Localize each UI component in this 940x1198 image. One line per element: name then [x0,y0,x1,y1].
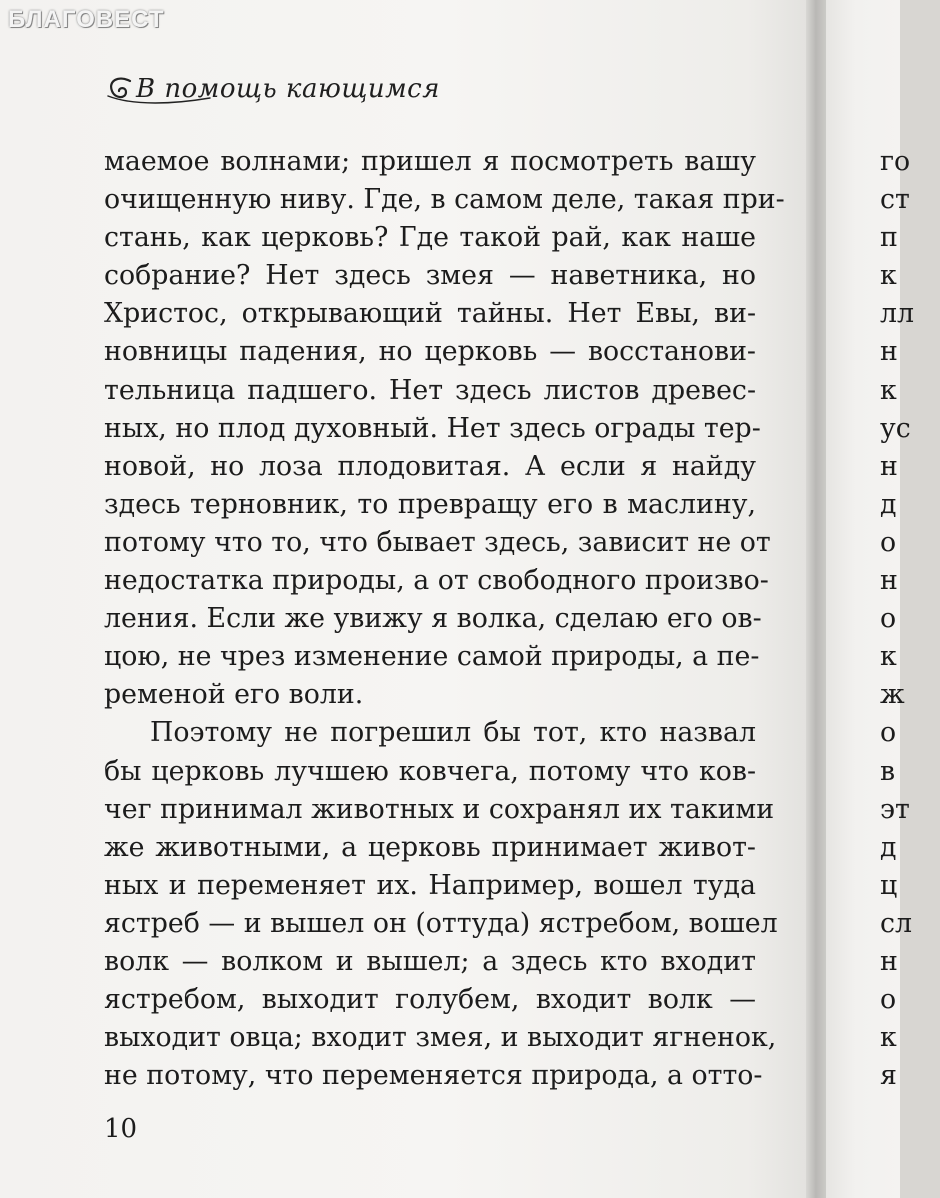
running-head-title: В помощь кающимся [136,74,440,104]
facing-text-fragment: п [880,222,898,254]
book-gutter [806,0,828,1198]
facing-text-fragment: ст [880,184,910,216]
facing-page [826,0,915,1198]
facing-text-fragment: к [880,260,897,292]
text-line: волк — волком и вышел; а здесь кто входит [104,945,756,977]
page-number: 10 [104,1114,138,1144]
facing-text-fragment: ц [880,869,898,901]
facing-text-fragment: д [880,488,897,520]
facing-text-fragment: к [880,1022,897,1054]
facing-text-fragment: в [880,755,896,787]
text-line: тельница падшего. Нет здесь листов древес- [104,374,756,406]
text-line: бы церковь лучшею ковчега, потому что ков- [104,755,756,787]
text-line: выходит овца; входит змея, и выходит ягненок, [104,1022,777,1054]
text-line: Поэтому не погрешил бы тот, кто назвал [150,717,756,749]
text-line: стань, как церковь? Где такой рай, как наше [104,222,756,254]
text-line: очищенную ниву. Где, в самом деле, такая при- [104,184,785,216]
swash-ornament-icon [104,88,214,108]
facing-text-fragment: о [880,717,897,749]
text-line: чег принимал животных и сохранял их такими [104,793,775,825]
facing-page-text [880,143,940,1095]
facing-text-fragment: я [880,1060,897,1092]
facing-text-fragment: н [880,450,898,482]
body-text [104,143,785,1095]
text-line: новницы падения, но церковь — восстанови- [104,336,756,368]
text-line: ястреб — и вышел он (оттуда) ястребом, вошел [104,907,778,939]
text-line: ления. Если же увижу я волка, сделаю его ов- [104,603,762,635]
text-line: ных и переменяет их. Например, вошел туда [104,869,756,901]
facing-text-fragment: н [880,336,898,368]
text-line: Христос, открывающий тайны. Нет Евы, ви- [104,298,756,330]
facing-text-fragment: к [880,374,897,406]
facing-text-fragment: сл [880,907,913,939]
facing-text-fragment: к [880,641,897,673]
facing-text-fragment: ус [880,412,911,444]
text-line: цою, не чрез изменение самой природы, а пе- [104,641,760,673]
text-line: собрание? Нет здесь змея — наветника, но [104,260,756,292]
text-line: ных, но плод духовный. Нет здесь ограды тер- [104,412,761,444]
text-line: же животными, а церковь принимает живот- [104,831,756,863]
text-line: ременой его воли. [104,679,364,711]
text-line: ястребом, выходит голубем, входит волк — [104,984,756,1016]
facing-text-fragment: о [880,984,897,1016]
watermark-logo: БЛАГОВЕСТ [8,6,165,33]
text-line: маемое волнами; пришел я посмотреть вашу [104,146,756,177]
text-line: потому что то, что бывает здесь, зависит не от [104,526,771,558]
facing-text-fragment: го [880,146,911,177]
facing-text-fragment: эт [880,793,910,825]
facing-text-fragment: н [880,945,898,977]
text-line: новой, но лоза плодовитая. А если я найду [104,450,756,482]
facing-text-fragment: ж [880,679,905,711]
facing-text-fragment: о [880,526,897,558]
facing-text-fragment: д [880,831,897,863]
text-line: не потому, что переменяется природа, а отто- [104,1060,763,1092]
text-line: здесь терновник, то превращу его в маслину, [104,488,756,520]
text-line: недостатка природы, а от свободного произво- [104,565,769,597]
facing-text-fragment: лл [880,298,915,330]
facing-text-fragment: о [880,603,897,635]
facing-text-fragment: н [880,565,898,597]
